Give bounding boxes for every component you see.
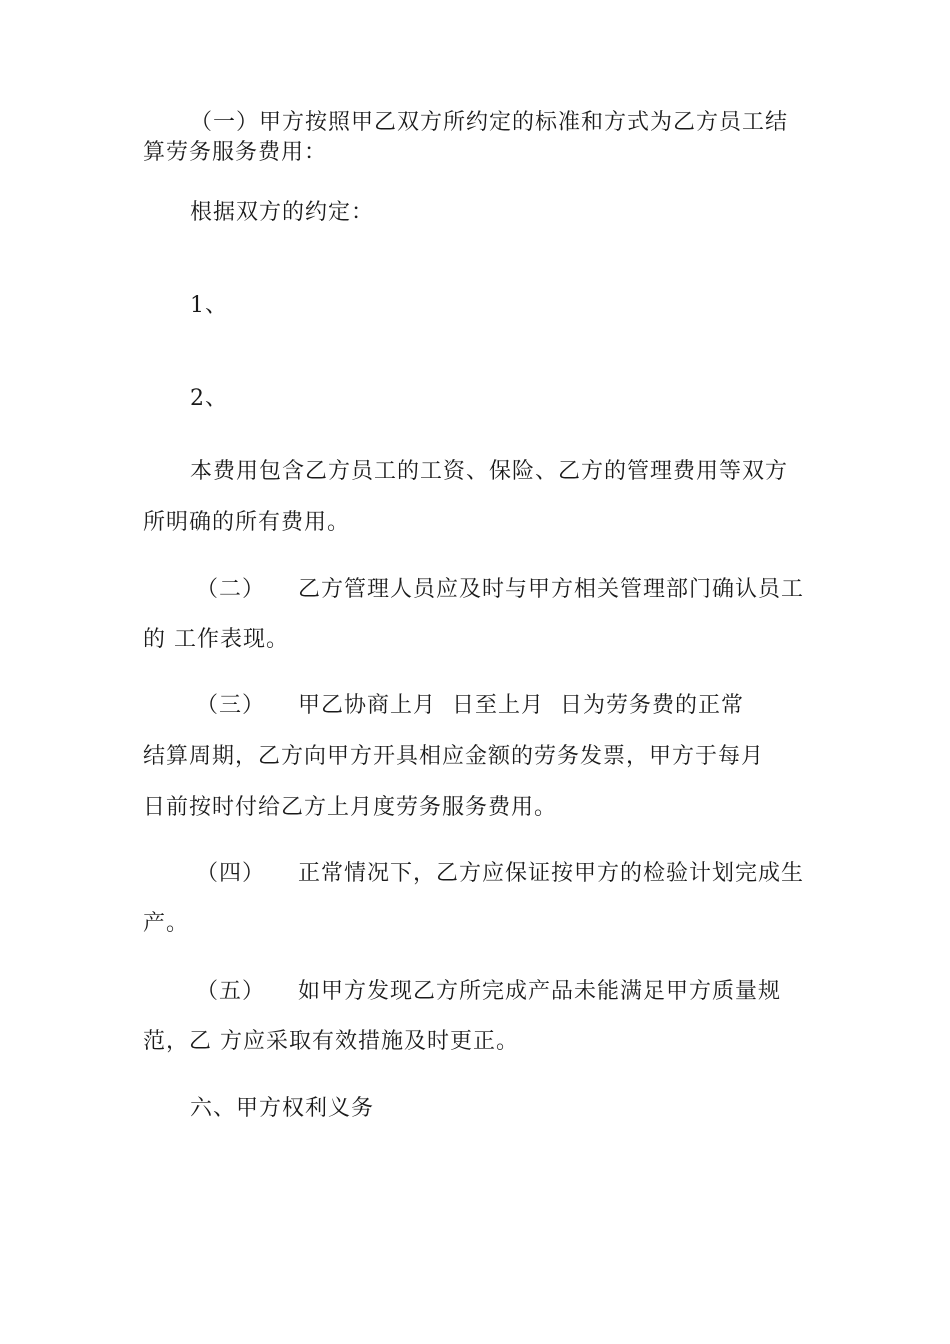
list-item-2: 2、 [190, 386, 228, 411]
list-item-1: 1、 [190, 293, 228, 318]
paragraph-1-line-2: 算劳务服务费用： [143, 140, 328, 165]
paragraph-3-line-1: 本费用包含乙方员工的工资、保险、乙方的管理费用等双方 [190, 459, 789, 484]
paragraph-1-line-1: （一）甲方按照甲乙双方所约定的标准和方式为乙方员工结 [190, 110, 789, 135]
paragraph-5-number: （三） [196, 693, 266, 718]
paragraph-6-number: （四） [196, 861, 266, 886]
paragraph-4-number: （二） [196, 577, 266, 602]
paragraph-5-line-3: 日前按时付给乙方上月度劳务服务费用。 [143, 795, 558, 820]
paragraph-7-number: （五） [196, 979, 266, 1004]
paragraph-7-line-2: 范，乙 方应采取有效措施及时更正。 [143, 1029, 519, 1054]
paragraph-3-line-2: 所明确的所有费用。 [143, 510, 351, 535]
paragraph-7-line-1: 如甲方发现乙方所完成产品未能满足甲方质量规 [298, 979, 782, 1004]
section-heading-6: 六、甲方权利义务 [190, 1096, 375, 1121]
paragraph-4-line-2: 的 工作表现。 [143, 627, 289, 652]
paragraph-5-line-1: 甲乙协商上月 日至上月 日为劳务费的正常 [298, 693, 744, 718]
paragraph-4-line-1: 乙方管理人员应及时与甲方相关管理部门确认员工 [298, 577, 805, 602]
paragraph-6-line-1: 正常情况下，乙方应保证按甲方的检验计划完成生 [298, 861, 805, 886]
paragraph-5-line-2: 结算周期，乙方向甲方开具相应金额的劳务发票，甲方于每月 [143, 744, 765, 769]
paragraph-2: 根据双方的约定： [190, 200, 375, 225]
paragraph-6-line-2: 产。 [143, 911, 190, 936]
